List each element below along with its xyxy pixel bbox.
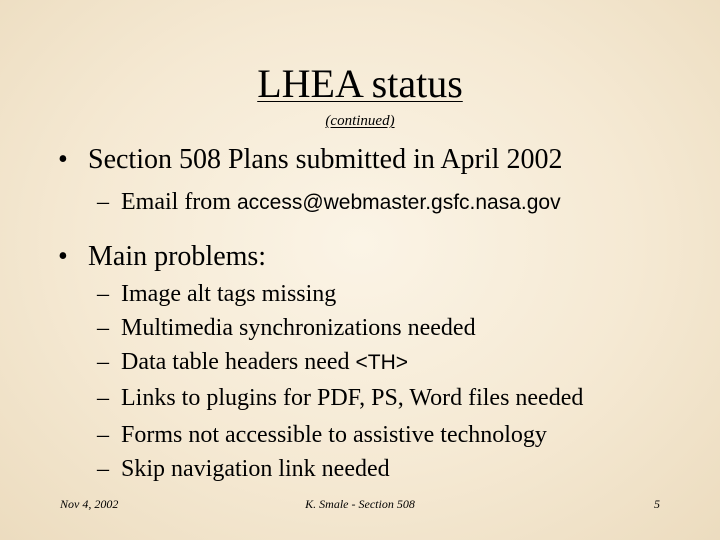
sub-bullet-text: Email from [121, 189, 237, 215]
slide-subtitle: (continued) [325, 113, 395, 129]
bullet-marker: • [58, 241, 68, 272]
th-tag-code: <TH> [355, 351, 409, 374]
dash-marker: – [97, 281, 109, 307]
sub-bullet-item [97, 381, 583, 415]
bullet-marker: • [58, 144, 68, 175]
sub-bullet-item [97, 277, 336, 311]
sub-bullet-item [97, 311, 476, 345]
bullet-item [58, 143, 562, 177]
dash-marker: – [97, 385, 109, 411]
dash-marker: – [97, 422, 109, 448]
bullet-text: Main problems: [88, 241, 267, 272]
sub-bullet-text: Multimedia synchronizations needed [121, 315, 476, 341]
sub-bullet-text: Skip navigation link needed [121, 456, 390, 482]
dash-marker: – [97, 456, 109, 482]
bullet-text: Section 508 Plans submitted in April 2002 [88, 144, 563, 175]
sub-bullet-item [97, 345, 408, 380]
slide-title: LHEA status [257, 61, 463, 106]
sub-bullet-text: Links to plugins for PDF, PS, Word files needed [121, 385, 584, 411]
email-address: access@webmaster.gsfc.nasa.gov [236, 191, 561, 214]
footer-page-number: 5 [654, 497, 660, 511]
sub-bullet-text: Image alt tags missing [121, 281, 337, 307]
sub-bullet-item [97, 185, 561, 220]
footer-date: Nov 4, 2002 [60, 497, 119, 511]
dash-marker: – [97, 349, 109, 375]
sub-bullet-text: Forms not accessible to assistive technology [121, 422, 547, 448]
dash-marker: – [97, 315, 109, 341]
footer-author: K. Smale - Section 508 [305, 497, 415, 511]
bullet-item [58, 240, 266, 274]
sub-bullet-item [97, 452, 390, 486]
dash-marker: – [97, 189, 109, 215]
sub-bullet-item [97, 418, 547, 452]
sub-bullet-text: Data table headers need [121, 349, 356, 375]
